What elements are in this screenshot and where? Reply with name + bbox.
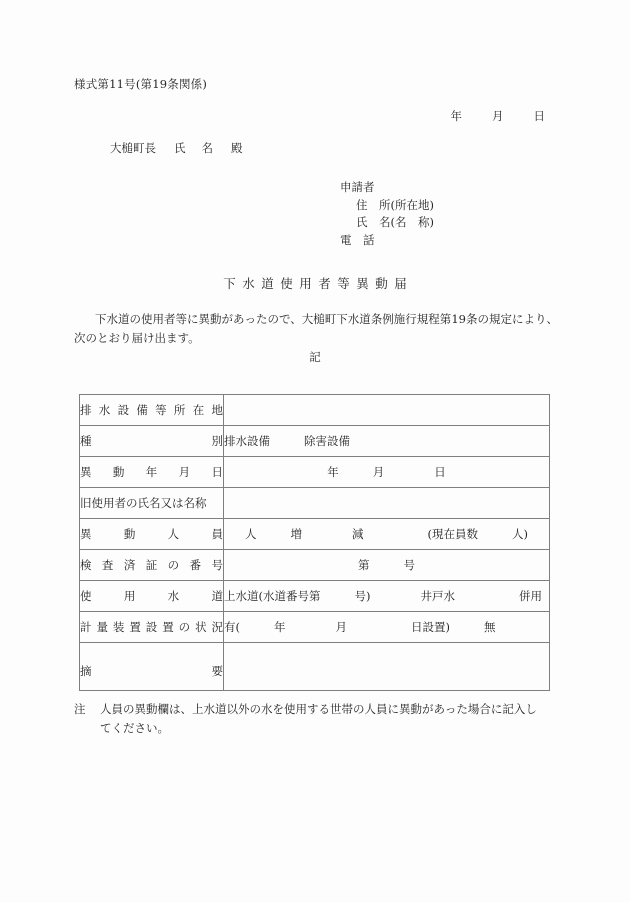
label-char: 備 xyxy=(136,403,148,417)
date-line xyxy=(0,108,545,124)
table-row xyxy=(80,457,550,488)
label-char: の xyxy=(178,620,191,634)
value-segment: (現在員数 xyxy=(427,527,478,541)
table-row-value[interactable] xyxy=(224,643,550,691)
table-row-label xyxy=(80,581,224,612)
table-row-value[interactable] xyxy=(224,519,550,550)
form-table xyxy=(79,394,550,691)
label-char: 異 xyxy=(80,465,92,479)
value-segment: 号) xyxy=(354,589,371,603)
label-char: 等 xyxy=(155,403,167,417)
label-char: 番 xyxy=(189,558,202,572)
value-segment: 除害設備 xyxy=(304,434,350,448)
value-segment: 減 xyxy=(352,527,364,541)
addressee-office: 大槌町長 xyxy=(110,141,156,155)
label-char: 量 xyxy=(96,620,108,634)
label-char: 異 xyxy=(80,527,92,541)
table-row-label xyxy=(80,612,224,643)
table-row-label-text xyxy=(80,464,223,480)
page-title: 下水道使用者等異動届 xyxy=(223,276,414,291)
table-row xyxy=(80,519,550,550)
date-year-label: 年 xyxy=(450,109,462,123)
label-char: 済 xyxy=(123,558,136,572)
footnote xyxy=(74,700,568,738)
applicant-block xyxy=(340,179,434,249)
label-char: 使 xyxy=(80,589,92,603)
label-char: 動 xyxy=(112,465,125,479)
ki-mark: 記 xyxy=(309,350,321,364)
table-row-value[interactable] xyxy=(224,426,550,457)
label-char: 況 xyxy=(211,620,223,634)
applicant-address-label: 住 所(所在地) xyxy=(356,197,434,212)
label-char: 員 xyxy=(211,527,223,541)
value-segment: 井戸水 xyxy=(420,589,455,603)
table-row-label-text xyxy=(80,588,223,604)
date-day-label: 日 xyxy=(533,109,545,123)
value-segment: 月 xyxy=(372,465,385,479)
value-segment: 増 xyxy=(290,527,302,541)
label-char: 年 xyxy=(145,465,158,479)
label-char: 用 xyxy=(123,589,136,603)
value-segment: 無 xyxy=(484,620,496,634)
label-char: 号 xyxy=(211,558,223,572)
table-row-label-text xyxy=(80,619,223,635)
applicant-phone-label: 電 話 xyxy=(340,232,375,247)
label-char: 種 xyxy=(80,434,92,448)
label-char: 要 xyxy=(211,664,223,678)
table-row-label-text xyxy=(80,402,223,418)
table-row-label-text xyxy=(80,663,223,679)
value-segment: 年 xyxy=(274,620,286,634)
value-segment: 併用 xyxy=(519,589,542,603)
label-char: 月 xyxy=(178,465,191,479)
value-segment: 人) xyxy=(512,527,528,541)
table-row xyxy=(80,395,550,426)
value-segment: 日 xyxy=(434,465,446,479)
label-char: 査 xyxy=(101,558,114,572)
table-row xyxy=(80,643,550,691)
label-char: 排 xyxy=(80,403,92,417)
label-char: 日 xyxy=(211,465,223,479)
table-row-label xyxy=(80,457,224,488)
value-segment: 人 xyxy=(245,527,257,541)
label-char: 証 xyxy=(145,558,158,572)
value-segment: 年 xyxy=(327,465,339,479)
label-char: 計 xyxy=(80,620,92,634)
value-segment: 排水設備 xyxy=(224,434,270,448)
table-row xyxy=(80,581,550,612)
table-row-label xyxy=(80,488,224,519)
value-segment: 月 xyxy=(335,620,347,634)
addressee-honorific: 殿 xyxy=(231,141,243,155)
applicant-heading: 申請者 xyxy=(340,180,375,194)
table-row-label-text xyxy=(80,526,223,542)
value-segment: 号 xyxy=(403,558,415,572)
table-row-value[interactable] xyxy=(224,550,550,581)
footnote-line-1: 人員の異動欄は、上水道以外の水を使用する世帯の人員に異動があった場合に記入し xyxy=(100,702,537,716)
table-row-value[interactable] xyxy=(224,395,550,426)
table-row-label-text: 旧使用者の氏名又は名称 xyxy=(80,496,207,510)
label-char: 水 xyxy=(98,403,111,417)
addressee-name-label-1: 氏 xyxy=(174,141,186,155)
table-row xyxy=(80,550,550,581)
table-row-label xyxy=(80,519,224,550)
label-char: 摘 xyxy=(80,664,92,678)
table-row-label-text xyxy=(80,557,223,573)
label-char: 地 xyxy=(211,403,223,417)
form-number: 様式第11号(第19条関係) xyxy=(74,77,208,91)
table-row xyxy=(80,426,550,457)
label-char: 所 xyxy=(173,403,186,417)
table-row-label xyxy=(80,643,224,691)
table-row-label xyxy=(80,426,224,457)
label-char: 置 xyxy=(162,620,174,634)
label-char: 状 xyxy=(195,620,207,634)
footnote-marker: 注 xyxy=(74,702,86,716)
value-segment: 第 xyxy=(358,558,370,572)
label-char: 検 xyxy=(80,558,92,572)
label-char: 道 xyxy=(211,589,223,603)
table-row-value[interactable] xyxy=(224,612,550,643)
label-char: 人 xyxy=(167,527,180,541)
table-row-value[interactable] xyxy=(224,457,550,488)
date-month-label: 月 xyxy=(492,109,504,123)
applicant-name-label: 氏 名(名 称) xyxy=(356,215,434,229)
label-char: の xyxy=(167,558,180,572)
label-char: 装 xyxy=(112,620,125,634)
footnote-line-2: てください。 xyxy=(100,721,169,735)
label-char: 設 xyxy=(117,403,130,417)
body-paragraph: 下水道の使用者等に異動があったので、大槌町下水道条例施行規程第19条の規定により、次のとおり届け出ます。 xyxy=(74,312,558,345)
table-row-label xyxy=(80,550,224,581)
table-row-label-text xyxy=(80,433,223,449)
label-char: 動 xyxy=(123,527,136,541)
table-row-value[interactable] xyxy=(224,488,550,519)
value-segment: 日設置) xyxy=(411,620,450,634)
label-char: 在 xyxy=(192,403,205,417)
label-char: 設 xyxy=(145,620,158,634)
label-char: 別 xyxy=(211,434,223,448)
table-row xyxy=(80,488,550,519)
addressee-name-label-2: 名 xyxy=(201,141,213,155)
addressee-line xyxy=(110,140,243,156)
form-table-body xyxy=(80,395,550,691)
label-char: 置 xyxy=(129,620,141,634)
table-row xyxy=(80,612,550,643)
table-row-value[interactable] xyxy=(224,581,550,612)
table-row-label xyxy=(80,395,224,426)
value-segment: 有( xyxy=(224,620,240,634)
label-char: 水 xyxy=(167,589,180,603)
value-segment: 上水道(水道番号第 xyxy=(224,589,321,603)
